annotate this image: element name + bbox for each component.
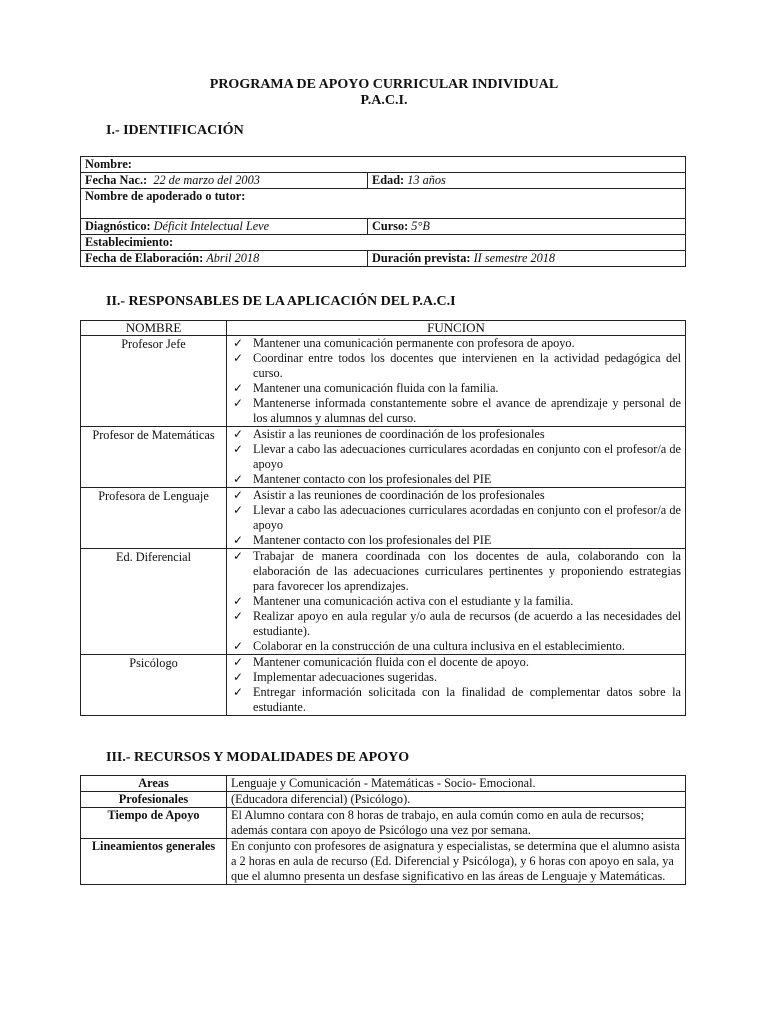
list-item — [227, 503, 681, 533]
function-text: Colaborar en la construcción de una cultura inclusiva en el establecimiento. — [253, 639, 625, 653]
checkmark-icon: ✓ — [233, 442, 244, 456]
responsable-functions — [227, 488, 686, 549]
responsable-functions — [227, 549, 686, 655]
table-row — [81, 488, 686, 549]
list-item — [227, 685, 681, 715]
checkmark-icon: ✓ — [233, 639, 244, 653]
function-text: Llevar a cabo las adecuaciones curriculares acordadas en conjunto con el profesor/a de apoyo — [253, 503, 681, 532]
nombre-label: Nombre: — [85, 157, 132, 171]
curso-value: 5°B — [411, 219, 430, 233]
establecimiento-cell — [81, 235, 686, 251]
recursos-table — [80, 775, 686, 885]
table-header-row — [81, 321, 686, 336]
title-block — [0, 77, 768, 109]
function-text: Mantener una comunicación activa con el estudiante y la familia. — [253, 594, 574, 608]
list-item — [227, 655, 681, 670]
function-list — [227, 336, 681, 426]
recurso-value: El Alumno contara con 8 horas de trabajo, en aula común como en aula de recursos; además contara con apoyo de Psicólogo una vez por semana. — [227, 808, 686, 839]
checkmark-icon: ✓ — [233, 381, 244, 395]
table-row — [81, 655, 686, 716]
duracion-label: Duración prevista: — [372, 251, 471, 265]
recurso-key: Lineamientos generales — [81, 839, 227, 885]
function-text: Mantener comunicación fluida con el docente de apoyo. — [253, 655, 529, 669]
checkmark-icon: ✓ — [233, 336, 244, 350]
curso-cell — [368, 219, 686, 235]
table-row — [81, 157, 686, 173]
edad-label: Edad: — [372, 173, 405, 187]
checkmark-icon: ✓ — [233, 655, 244, 669]
list-item — [227, 336, 681, 351]
checkmark-icon: ✓ — [233, 427, 244, 441]
function-text: Asistir a las reuniones de coordinación de los profesionales — [253, 488, 545, 502]
list-item — [227, 549, 681, 594]
diagnostico-value: Déficit Intelectual Leve — [153, 219, 270, 233]
checkmark-icon: ✓ — [233, 488, 244, 502]
checkmark-icon: ✓ — [233, 503, 244, 517]
function-list — [227, 655, 681, 715]
function-text: Realizar apoyo en aula regular y/o aula de recursos (de acuerdo a las necesidades del estudiante). — [253, 609, 681, 638]
function-text: Implementar adecuaciones sugeridas. — [253, 670, 438, 684]
list-item — [227, 427, 681, 442]
responsable-name: Psicólogo — [81, 655, 227, 716]
edad-value: 13 años — [407, 173, 446, 187]
table-row — [81, 549, 686, 655]
responsable-functions — [227, 655, 686, 716]
fecha-elaboracion-label: Fecha de Elaboración: — [85, 251, 204, 265]
list-item — [227, 670, 681, 685]
table-row — [81, 251, 686, 267]
list-item — [227, 594, 681, 609]
responsable-name: Ed. Diferencial — [81, 549, 227, 655]
function-text: Mantener contacto con los profesionales del PIE — [253, 472, 492, 486]
table-row — [81, 189, 686, 219]
fecha-nac-label: Fecha Nac.: — [85, 173, 148, 187]
function-text: Mantener una comunicación permanente con profesora de apoyo. — [253, 336, 575, 350]
fecha-nac-cell — [81, 173, 368, 189]
checkmark-icon: ✓ — [233, 533, 244, 547]
table-row — [81, 173, 686, 189]
edad-cell — [368, 173, 686, 189]
table-row — [81, 792, 686, 808]
list-item — [227, 609, 681, 639]
recurso-value: Lenguaje y Comunicación - Matemáticas - Socio- Emocional. — [227, 776, 686, 792]
function-text: Coordinar entre todos los docentes que intervienen en la actividad pedagógica del curso. — [253, 351, 681, 380]
function-text: Mantener una comunicación fluida con la familia. — [253, 381, 499, 395]
duracion-cell — [368, 251, 686, 267]
establecimiento-label: Establecimiento: — [85, 235, 174, 249]
function-list — [227, 427, 681, 487]
function-list — [227, 549, 681, 654]
checkmark-icon: ✓ — [233, 609, 244, 623]
list-item — [227, 533, 681, 548]
function-text: Llevar a cabo las adecuaciones curriculares acordadas en conjunto con el profesor/a de apoyo — [253, 442, 681, 471]
identification-table — [80, 156, 686, 267]
responsable-name: Profesor Jefe — [81, 336, 227, 427]
list-item — [227, 472, 681, 487]
table-row — [81, 839, 686, 885]
list-item — [227, 396, 681, 426]
recurso-key: Tiempo de Apoyo — [81, 808, 227, 839]
checkmark-icon: ✓ — [233, 670, 244, 684]
table-row — [81, 336, 686, 427]
recurso-value: En conjunto con profesores de asignatura y especialistas, se determina que el alumno asista a 2 horas en aula de recurso (Ed. Diferencial y Psicóloga), y 6 horas con apoyo en sala, ya que el alumno presenta un desfase significativo en las áreas de Lenguaje y Matemáticas. — [227, 839, 686, 885]
recurso-key: Profesionales — [81, 792, 227, 808]
diagnostico-cell — [81, 219, 368, 235]
section-heading-identificacion: I.- IDENTIFICACIÓN — [106, 123, 244, 138]
fecha-elaboracion-value: Abril 2018 — [206, 251, 260, 265]
function-list — [227, 488, 681, 548]
function-text: Asistir a las reuniones de coordinación de los profesionales — [253, 427, 545, 441]
duracion-value: II semestre 2018 — [473, 251, 556, 265]
list-item — [227, 351, 681, 381]
nombre-cell — [81, 157, 686, 173]
function-text: Trabajar de manera coordinada con los docentes de aula, colaborando con la elaboración de las adecuaciones curriculares pertinentes y proponiendo estrategias para favorecer los aprendizajes. — [253, 549, 681, 593]
checkmark-icon: ✓ — [233, 594, 244, 608]
responsable-name: Profesor de Matemáticas — [81, 427, 227, 488]
responsables-body — [81, 336, 686, 716]
fecha-elaboracion-cell — [81, 251, 368, 267]
column-header-nombre: NOMBRE — [81, 321, 227, 336]
checkmark-icon: ✓ — [233, 685, 244, 699]
fecha-nac-value: 22 de marzo del 2003 — [153, 173, 260, 187]
table-row — [81, 235, 686, 251]
function-text: Mantenerse informada constantemente sobre el avance de aprendizaje y personal de los alumnos y alumnas del curso. — [253, 396, 681, 425]
function-text: Entregar información solicitada con la finalidad de complementar datos sobre la estudiante. — [253, 685, 681, 714]
table-row — [81, 808, 686, 839]
list-item — [227, 639, 681, 654]
checkmark-icon: ✓ — [233, 549, 244, 563]
responsable-name: Profesora de Lenguaje — [81, 488, 227, 549]
document-subtitle: P.A.C.I. — [360, 93, 408, 108]
curso-label: Curso: — [372, 219, 409, 233]
list-item — [227, 381, 681, 396]
checkmark-icon: ✓ — [233, 351, 244, 365]
apoderado-cell — [81, 189, 686, 219]
table-row — [81, 219, 686, 235]
diagnostico-label: Diagnóstico: — [85, 219, 151, 233]
recurso-key: Areas — [81, 776, 227, 792]
responsable-functions — [227, 427, 686, 488]
checkmark-icon: ✓ — [233, 396, 244, 410]
checkmark-icon: ✓ — [233, 472, 244, 486]
recursos-body — [81, 776, 686, 885]
list-item — [227, 488, 681, 503]
section-heading-recursos: III.- RECURSOS Y MODALIDADES DE APOYO — [106, 750, 410, 765]
recurso-value: (Educadora diferencial) (Psicólogo). — [227, 792, 686, 808]
responsables-table — [80, 320, 686, 716]
section-heading-responsables: II.- RESPONSABLES DE LA APLICACIÓN DEL P.A.C.I — [106, 294, 456, 309]
table-row — [81, 427, 686, 488]
responsable-functions — [227, 336, 686, 427]
list-item — [227, 442, 681, 472]
document-title: PROGRAMA DE APOYO CURRICULAR INDIVIDUAL — [209, 77, 559, 92]
function-text: Mantener contacto con los profesionales del PIE — [253, 533, 492, 547]
column-header-funcion: FUNCION — [227, 321, 686, 336]
apoderado-label: Nombre de apoderado o tutor: — [85, 189, 246, 203]
table-row — [81, 776, 686, 792]
